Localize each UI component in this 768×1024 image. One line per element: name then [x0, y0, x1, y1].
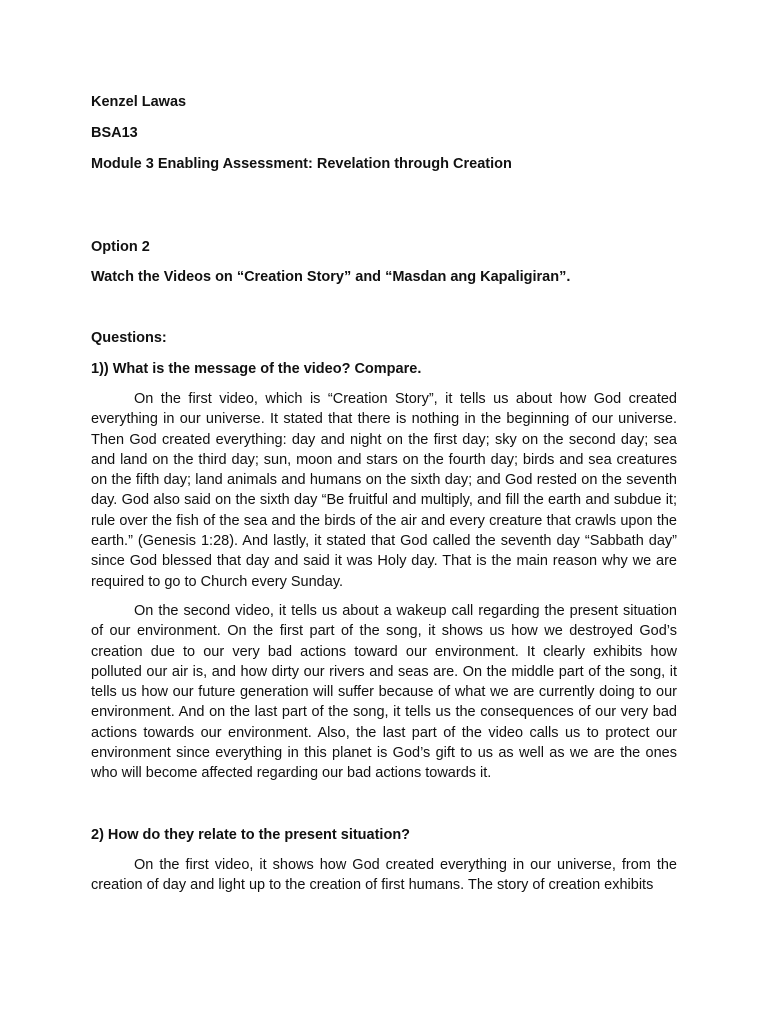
answer-1-paragraph-1: On the first video, which is “Creation Story”, it tells us about how God created everything in our universe. It stated that there is nothing in the beginning of our universe. Then God created everything: day and night on the first day; sky on the second day; sea and land on the third day; sun, moon and stars on the fourth day; birds and sea creatures on the fifth day; land animals and humans on the sixth day; and God rested on the seventh day. God also said on the sixth day “Be fruitful and multiply, and fill the earth and subdue it; rule over the fish of the sea and the birds of the air and every creature that crawls upon the earth.” (Genesis 1:28). And lastly, it stated that God called the seventh day “Sabbath day” since God blessed that day and said it was Holy day. That is the main reason why we are required to go to Church every Sunday.: [91, 391, 677, 590]
question-1: 1)) What is the message of the video? Compare.: [91, 361, 422, 377]
option-instruction: Watch the Videos on “Creation Story” and “Masdan ang Kapaligiran”.: [91, 269, 571, 285]
course-code: BSA13: [91, 125, 138, 141]
answer-1-paragraph-2: On the second video, it tells us about a wakeup call regarding the present situation of our environment. On the first part of the song, it shows us how we destroyed God’s creation due to our very bad actions toward our environment. It clearly exhibits how polluted our air is, and how dirty our rivers and seas are. On the middle part of the song, it tells us how our future generation will suffer because of what we are currently doing to our environment. And on the last part of the song, it tells us the consequences of our very bad actions towards our environment. Also, the last part of the video calls us to protect our environment since everything in this planet is God’s gift to us as well as we are the ones who will become affected regarding our bad actions towards it.: [91, 602, 677, 782]
option-title: Option 2: [91, 239, 150, 255]
answer-2-paragraph-1: On the first video, it shows how God created everything in our universe, from the creation of day and light up to the creation of first humans. The story of creation exhibits: [91, 856, 677, 893]
document-body: [91, 92, 677, 904]
questions-heading: Questions:: [91, 330, 167, 346]
question-2: 2) How do they relate to the present situation?: [91, 826, 411, 843]
module-title: Module 3 Enabling Assessment: Revelation through Creation: [91, 156, 512, 172]
student-name: Kenzel Lawas: [91, 94, 187, 110]
